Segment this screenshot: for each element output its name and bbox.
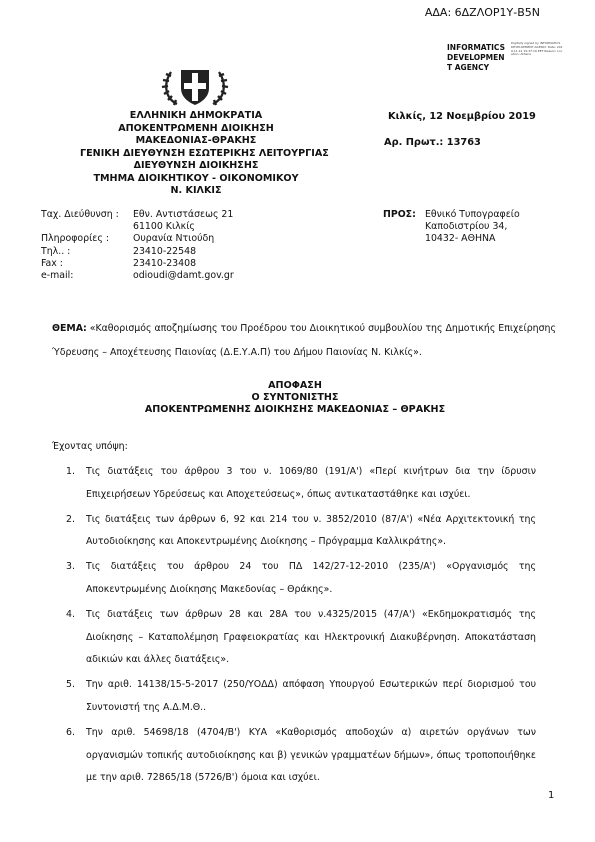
recipient-line: Εθνικό Τυπογραφείο bbox=[425, 209, 520, 220]
contact-row-fax: Fax : 23410-23408 bbox=[41, 257, 197, 269]
list-item: 5. Την αριθ. 14138/15-5-2017 (250/ΥΟΔΔ) απόφαση Υπουργού Εσωτερικών περί διορισμού του Συντονιστή της Α.Δ.Μ.Θ.. bbox=[66, 679, 536, 713]
subject bbox=[52, 317, 562, 365]
ada-code: ΑΔΑ: 6ΔΖΛΟΡ1Υ-Β5Ν bbox=[424, 6, 540, 19]
page-number: 1 bbox=[548, 790, 555, 801]
subject-label: ΘΕΜΑ: bbox=[52, 323, 87, 334]
coat-of-arms-icon bbox=[155, 64, 235, 108]
list-item: 3. Τις διατάξεις του άρθρου 24 του ΠΔ 142/27-12-2010 (235/Α') «Οργανισμός της Αποκεντρωμένης Διοίκησης Μακεδονίας – Θράκης». bbox=[66, 561, 536, 595]
recipient-line: 10432- ΑΘΗΝΑ bbox=[425, 233, 496, 245]
recipient-line: Καποδιστρίου 34, bbox=[425, 221, 508, 233]
recipient-block bbox=[383, 209, 520, 246]
subject-text: «Καθορισμός αποζημίωσης του Προέδρου του Διοικητικού συμβουλίου της Δημοτικής Επιχείρησης Ύδρευσης – Αποχέτευσης Παιονίας (Δ.Ε.Υ.Α.Π) του Δήμου Παιονίας Ν. Κιλκίς». bbox=[52, 323, 556, 358]
signature-agency-name: INFORMATICS DEVELOPMEN T AGENCY bbox=[447, 43, 505, 72]
contact-row-postcode: 61100 Κιλκίς bbox=[133, 221, 195, 233]
list-item: 2. Τις διατάξεις των άρθρων 6, 92 και 214 του ν. 3852/2010 (87/Α') «Νέα Αρχιτεκτονική της Αυτοδιοίκησης και Αποκεντρωμένης Διοίκησης – Πρόγραμμα Καλλικράτης». bbox=[66, 513, 536, 548]
email-link[interactable]: odioudi@damt.gov.gr bbox=[133, 270, 234, 282]
list-item: 4. Τις διατάξεις των άρθρων 28 και 28Α του ν.4325/2015 (47/Α') «Εκδημοκρατισμός της Διοίκησης – Καταπολέμηση Γραφειοκρατίας και Ηλεκτρονική Διακυβέρνηση. Αποκατάσταση αδικιών και άλλες διατάξεις». bbox=[66, 608, 536, 666]
list-item: 1. Τις διατάξεις του άρθρου 3 του ν. 1069/80 (191/Α') «Περί κινήτρων δια την ίδρυσιν Επιχειρήσεων Υδρεύσεως και Αποχετεύσεως», όπως αντικαταστάθηκε και ισχύει. bbox=[66, 466, 536, 500]
contact-row-address: Ταχ. Διεύθυνση : Εθν. Αντιστάσεως 21 bbox=[41, 209, 234, 220]
contact-row-info: Πληροφορίες : Ουρανία Ντιούδη bbox=[41, 233, 215, 245]
contact-row-phone: Τηλ.. : 23410-22548 bbox=[41, 245, 197, 257]
decision-title: ΑΠΟΦΑΣΗ Ο ΣΥΝΤΟΝΙΣΤΗΣ ΑΠΟΚΕΝΤΡΩΜΕΝΗΣ ΔΙΟΙΚΗΣΗΣ ΜΑΚΕΔΟΝΙΑΣ – ΘΡΑΚΗΣ bbox=[144, 380, 446, 415]
recipient-label: ΠΡΟΣ: bbox=[383, 209, 416, 220]
document-date: Κιλκίς, 12 Νοεμβρίου 2019 bbox=[388, 111, 536, 122]
protocol-number: Αρ. Πρωτ.: 13763 bbox=[384, 137, 481, 148]
legal-basis-list bbox=[66, 461, 536, 792]
contact-details bbox=[41, 209, 234, 282]
issuing-authority: ΕΛΛΗΝΙΚΗ ΔΗΜΟΚΡΑΤΙΑ ΑΠΟΚΕΝΤΡΩΜΕΝΗ ΔΙΟΙΚΗΣΗ ΜΑΚΕΔΟΝΙΑΣ-ΘΡΑΚΗΣ ΓΕΝΙΚΗ ΔΙΕΥΘΥΝΣΗ ΕΣΩΤΕΡΙΚΗΣ ΛΕΙΤΟΥΡΓΙΑΣ ΔΙΕΥΘΥΝΣΗ ΔΙΟΙΚΗΣΗΣ ΤΜΗΜΑ ΔΙΟΙΚΗΤΙΚΟΥ - ΟΙΚΟΝΟΜΙΚΟΥ Ν. ΚΙΛΚΙΣ bbox=[80, 110, 329, 196]
list-item: 6. Την αριθ. 54698/18 (4704/Β') ΚΥΑ «Καθορισμός αποδοχών α) αιρετών οργάνων των οργανισμών τοπικής αυτοδιοίκησης και β) γενικών γραμματέων δήμων», όπως τροποποιήθηκε με την αριθ. 72865/18 (5726/Β') όμοια και ισχύει. bbox=[66, 726, 536, 784]
signature-fineprint: Digitally signed by INFORMATICS DEVELOPMENT AGENCY Date: 2019.11.12 15:37:16 EET Reason: Location: Athens bbox=[511, 41, 563, 57]
contact-row-email: e-mail: odioudi@damt.gov.gr bbox=[41, 270, 234, 282]
having-regard-heading: Έχοντας υπόψη: bbox=[52, 441, 128, 452]
